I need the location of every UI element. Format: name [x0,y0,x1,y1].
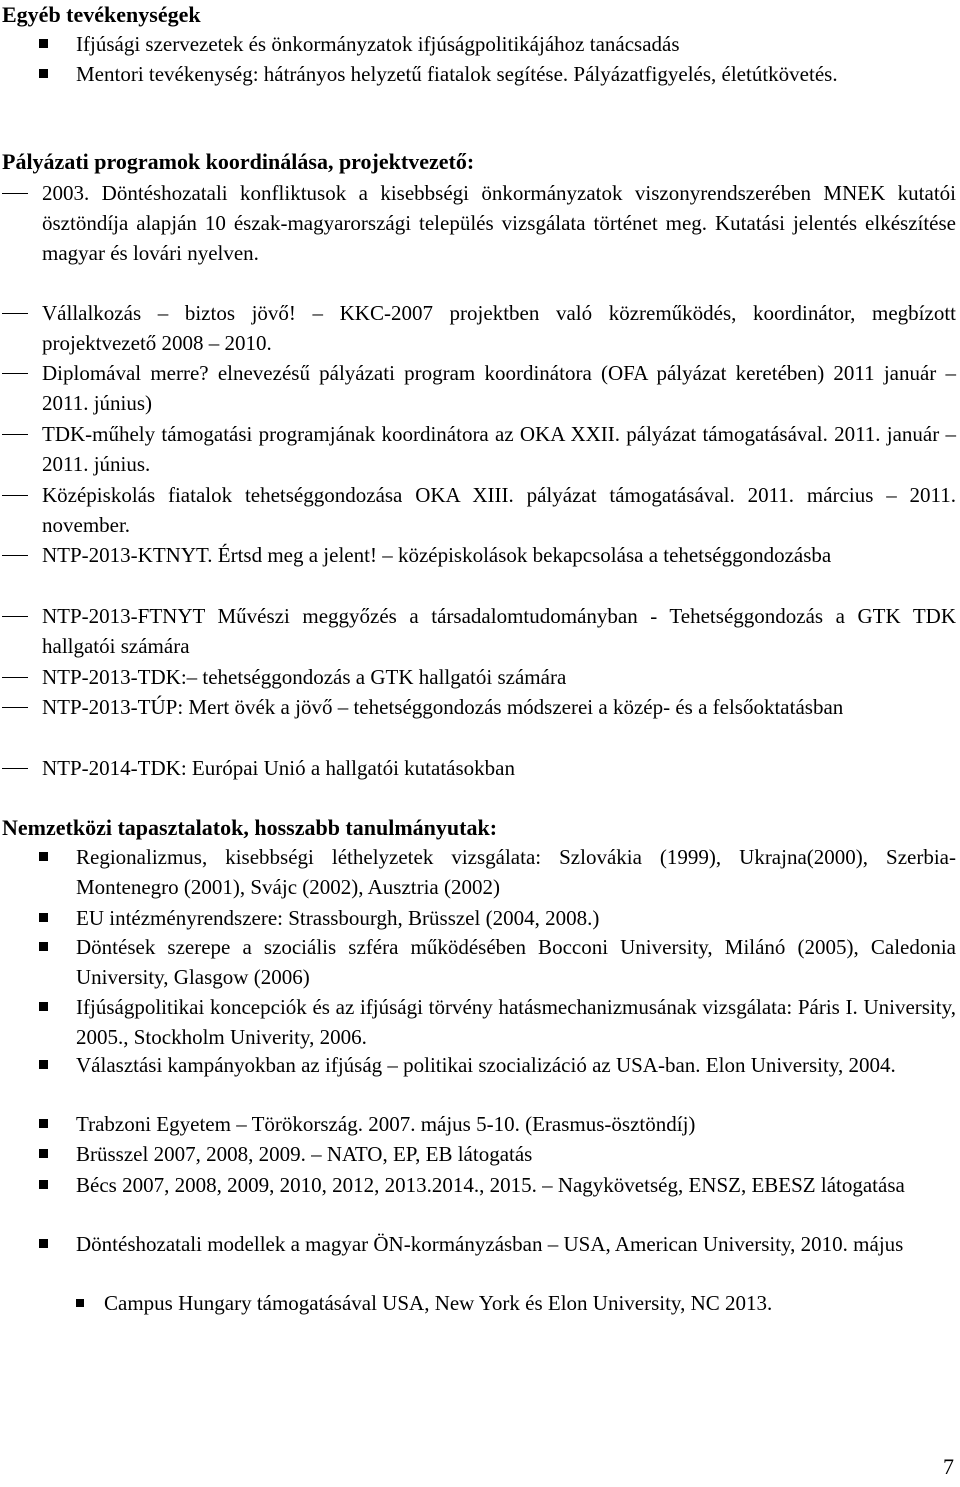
list-item: NTP-2013-TDK:– tehetséggondozás a GTK hallgatói számára [42,662,956,692]
list-item: Vállalkozás – biztos jövő! – KKC-2007 projektben való közreműködés, koordinátor, megbízott projektvezető 2008 – 2010. [42,298,956,358]
list-item: Középiskolás fiatalok tehetséggondozása OKA XIII. pályázat támogatásával. 2011. március – 2011. november. [42,480,956,540]
list-item: 2003. Döntéshozatali konfliktusok a kisebbségi önkormányzatok viszonyrendszerében MNEK kutatói ösztöndíja alapján 10 észak-magyarországi település vizsgálata történet meg. Kutatási jelentés elkészítése magyar és lovári nyelven. [42,178,956,268]
section-heading-projects: Pályázati programok koordinálása, projektvezető: [2,149,475,174]
section-heading-international: Nemzetközi tapasztalatok, hosszabb tanulmányutak: [2,815,498,840]
page-number: 7 [943,1454,954,1479]
list-item: Döntéshozatali modellek a magyar ÖN-kormányzásban – USA, American University, 2010. május [76,1229,956,1259]
list-item: Diplomával merre? elnevezésű pályázati program koordinátora (OFA pályázat keretében) 2011 január – 2011. június) [42,358,956,418]
list-item: Döntések szerepe a szociális szféra működésében Bocconi University, Milánó (2005), Caledonia University, Glasgow (2006) [76,932,956,992]
list-subitem: Campus Hungary támogatásával USA, New York és Elon University, NC 2013. [104,1288,954,1318]
list-item: NTP-2013-FTNYT Művészi meggyőzés a társadalomtudományban - Tehetséggondozás a GTK TDK hallgatói számára [42,601,956,661]
list-item: Regionalizmus, kisebbségi léthelyzetek vizsgálata: Szlovákia (1999), Ukrajna(2000), Szerbia-Montenegro (2001), Svájc (2002), Ausztria (2002) [76,842,956,902]
list-item: EU intézményrendszere: Strassbourgh, Brüsszel (2004, 2008.) [76,903,956,933]
list-item: Ifjúsági szervezetek és önkormányzatok ifjúságpolitikájához tanácsadás [76,29,956,59]
list-item: Brüsszel 2007, 2008, 2009. – NATO, EP, EB látogatás [76,1139,956,1169]
list-item: Ifjúságpolitikai koncepciók és az ifjúsági törvény hatásmechanizmusának vizsgálata: Páris I. University, 2005., Stockholm Univerity, 2006. [76,992,956,1052]
list-item: TDK-műhely támogatási programjának koordinátora az OKA XXII. pályázat támogatásával. 2011. január – 2011. június. [42,419,956,479]
list-item: NTP-2013-TÚP: Mert övék a jövő – tehetséggondozás módszerei a közép- és a felsőoktatásban [42,692,956,722]
list-item: Trabzoni Egyetem – Törökország. 2007. május 5-10. (Erasmus-ösztöndíj) [76,1109,956,1139]
list-item: Mentori tevékenység: hátrányos helyzetű fiatalok segítése. Pályázatfigyelés, életútkövetés. [76,59,956,89]
list-item: NTP-2013-KTNYT. Értsd meg a jelent! – középiskolások bekapcsolása a tehetséggondozásba [42,540,956,570]
list-item: NTP-2014-TDK: Európai Unió a hallgatói kutatásokban [42,753,956,783]
list-item: Választási kampányokban az ifjúság – politikai szocializáció az USA-ban. Elon University, 2004. [76,1050,956,1080]
list-item: Bécs 2007, 2008, 2009, 2010, 2012, 2013.2014., 2015. – Nagykövetség, ENSZ, EBESZ látogatása [76,1170,956,1200]
section-heading-other-activities: Egyéb tevékenységek [2,2,201,27]
